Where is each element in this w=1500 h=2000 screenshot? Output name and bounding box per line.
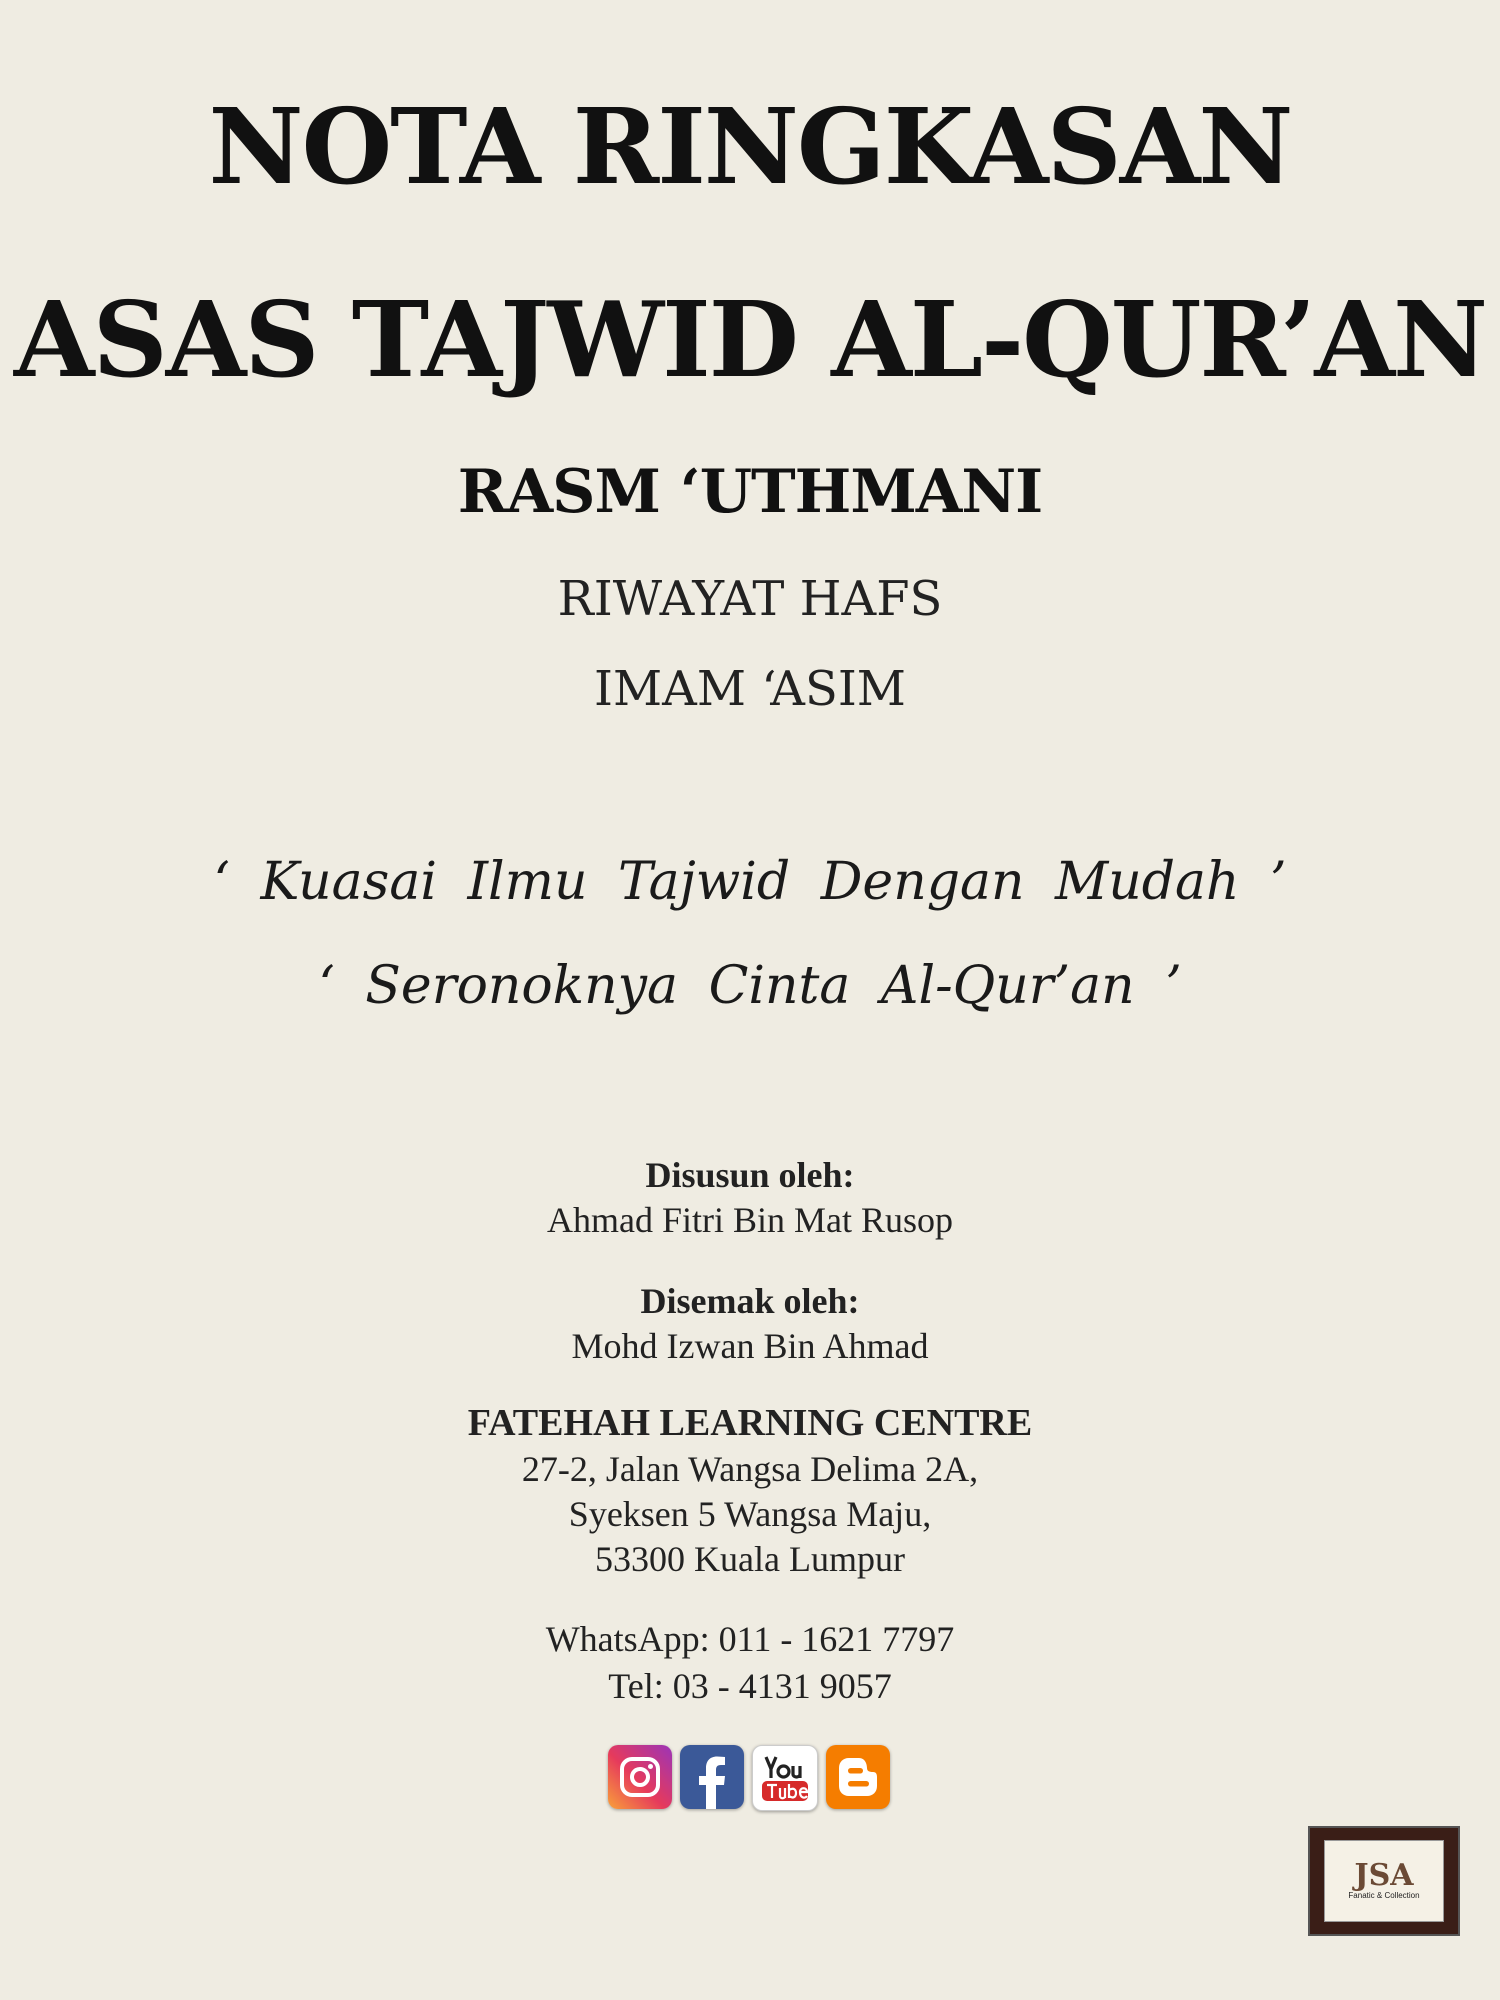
social-icons	[608, 1745, 890, 1811]
slogan-2: ‘ Seronoknya Cinta Al-Qur’an ’	[318, 956, 1182, 1016]
address-line-1: 27-2, Jalan Wangsa Delima 2A,	[521, 1449, 979, 1489]
telephone-number: Tel: 03 - 4131 9057	[608, 1666, 892, 1706]
title-line-2: ASAS TAJWID AL-QUR’AN	[13, 278, 1487, 401]
jsa-logo-text: JSA	[1354, 1858, 1414, 1894]
blogger-glyph	[835, 1754, 881, 1800]
jsa-logo-subtext: Fanatic & Collection	[1348, 1891, 1420, 1901]
instagram-icon[interactable]	[608, 1745, 672, 1809]
facebook-icon[interactable]	[680, 1745, 744, 1809]
compiled-by-label: Disusun oleh:	[645, 1155, 855, 1195]
whatsapp-number: WhatsApp: 011 - 1621 7797	[545, 1619, 955, 1659]
jsa-logo-card	[1324, 1840, 1444, 1922]
imam-line: IMAM ‘ASIM	[594, 661, 906, 717]
reviewed-by-label: Disemak oleh:	[640, 1281, 860, 1321]
slogan-1: ‘ Kuasai Ilmu Tajwid Dengan Mudah ’	[213, 852, 1287, 912]
facebook-glyph	[690, 1753, 734, 1809]
reviewed-by-name: Mohd Izwan Bin Ahmad	[571, 1326, 929, 1366]
youtube-icon[interactable]	[752, 1745, 818, 1811]
subtitle: RASM ‘UTHMANI	[457, 457, 1043, 527]
riwayat-line: RIWAYAT HAFS	[557, 571, 943, 627]
address-line-2: Syeksen 5 Wangsa Maju,	[568, 1494, 932, 1534]
organization-name: FATEHAH LEARNING CENTRE	[467, 1402, 1033, 1444]
youtube-glyph	[758, 1751, 812, 1805]
instagram-glyph	[618, 1755, 662, 1799]
blogger-icon[interactable]	[826, 1745, 890, 1809]
address-line-3: 53300 Kuala Lumpur	[595, 1539, 905, 1579]
title-line-1: NOTA RINGKASAN	[208, 85, 1292, 208]
jsa-logo	[1308, 1826, 1460, 1936]
compiled-by-name: Ahmad Fitri Bin Mat Rusop	[546, 1200, 954, 1240]
